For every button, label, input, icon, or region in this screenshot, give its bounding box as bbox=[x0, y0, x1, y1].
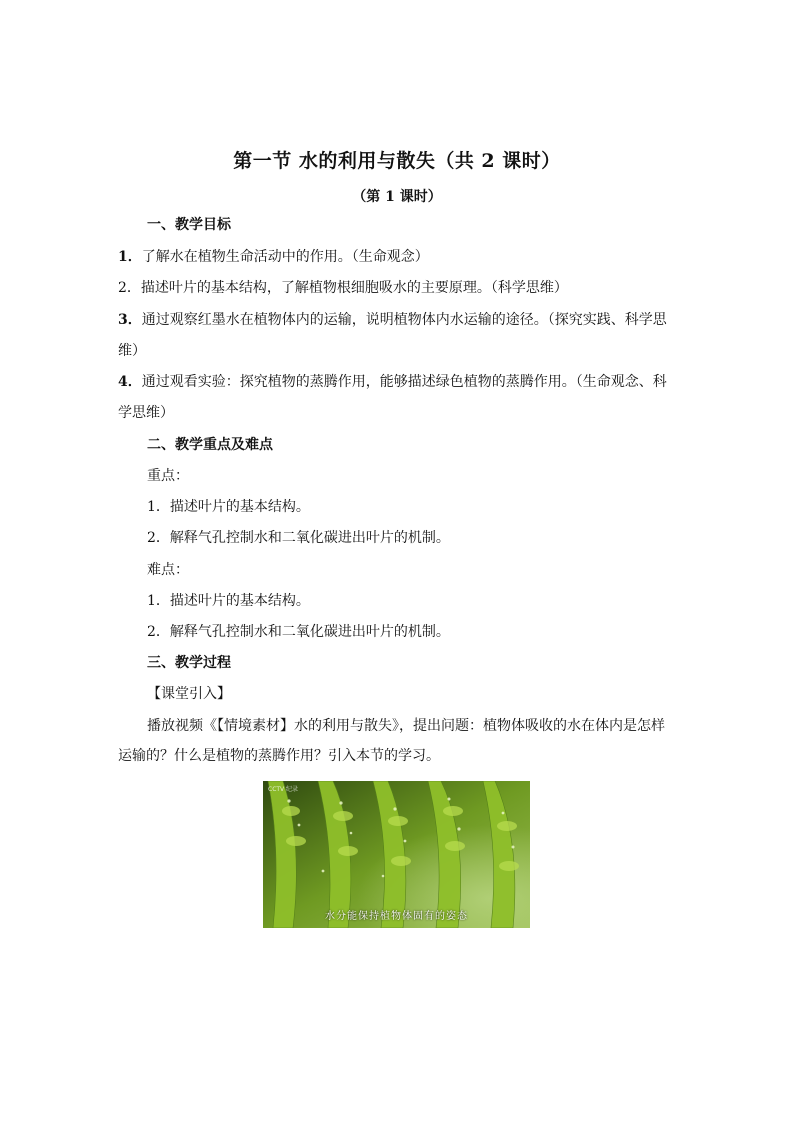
focus-item: 2．解释气孔控制水和二氧化碳进出叶片的机制。 bbox=[147, 530, 450, 546]
objectives-heading: 一、教学目标 bbox=[147, 217, 231, 233]
objective-item-3-cont: 维） bbox=[118, 343, 146, 359]
page-subtitle: （第 1 课时） bbox=[352, 189, 442, 205]
fern-video-still bbox=[263, 781, 530, 928]
objective-text: 了解水在植物生命活动中的作用。（生命观念） bbox=[141, 249, 429, 265]
objective-number: 3． bbox=[118, 312, 142, 328]
keypoints-heading: 二、教学重点及难点 bbox=[147, 437, 273, 453]
objective-item-3 bbox=[118, 305, 678, 335]
objective-item-4-cont: 学思维） bbox=[118, 405, 174, 421]
objective-number: 2． bbox=[118, 280, 141, 296]
objective-item-1 bbox=[118, 242, 678, 272]
objective-text: 通过观察红墨水在植物体内的运输，说明植物体内水运输的途径。（探究实践、科学思 bbox=[141, 312, 667, 328]
difficulty-item: 1．描述叶片的基本结构。 bbox=[147, 593, 310, 609]
focus-item: 1．描述叶片的基本结构。 bbox=[147, 499, 310, 515]
fern-leaves-illustration bbox=[263, 781, 530, 928]
channel-logo: CCTV 纪录 bbox=[268, 786, 299, 793]
objective-number: 4． bbox=[118, 374, 142, 390]
intro-label: 【课堂引入】 bbox=[147, 686, 231, 702]
objective-text: 通过观看实验：探究植物的蒸腾作用，能够描述绿色植物的蒸腾作用。（生命观念、科 bbox=[141, 374, 667, 390]
video-caption: 水分能保持植物体固有的姿态 bbox=[325, 911, 468, 922]
objective-number: 1． bbox=[118, 249, 142, 265]
difficulty-item: 2．解释气孔控制水和二氧化碳进出叶片的机制。 bbox=[147, 624, 450, 640]
objective-item-2 bbox=[118, 273, 678, 303]
objective-text: 描述叶片的基本结构，了解植物根细胞吸水的主要原理。（科学思维） bbox=[140, 280, 568, 296]
process-heading: 三、教学过程 bbox=[147, 655, 231, 671]
focus-label: 重点： bbox=[147, 468, 189, 484]
intro-paragraph: 播放视频《【情境素材】水的利用与散失》，提出问题：植物体吸收的水在体内是怎样运输的？什么是植物的蒸腾作用？引入本节的学习。 bbox=[118, 718, 665, 764]
page-title: 第一节 水的利用与散失（共 2 课时） bbox=[233, 150, 561, 172]
objective-item-4 bbox=[118, 367, 678, 397]
difficulty-label: 难点： bbox=[147, 562, 189, 578]
